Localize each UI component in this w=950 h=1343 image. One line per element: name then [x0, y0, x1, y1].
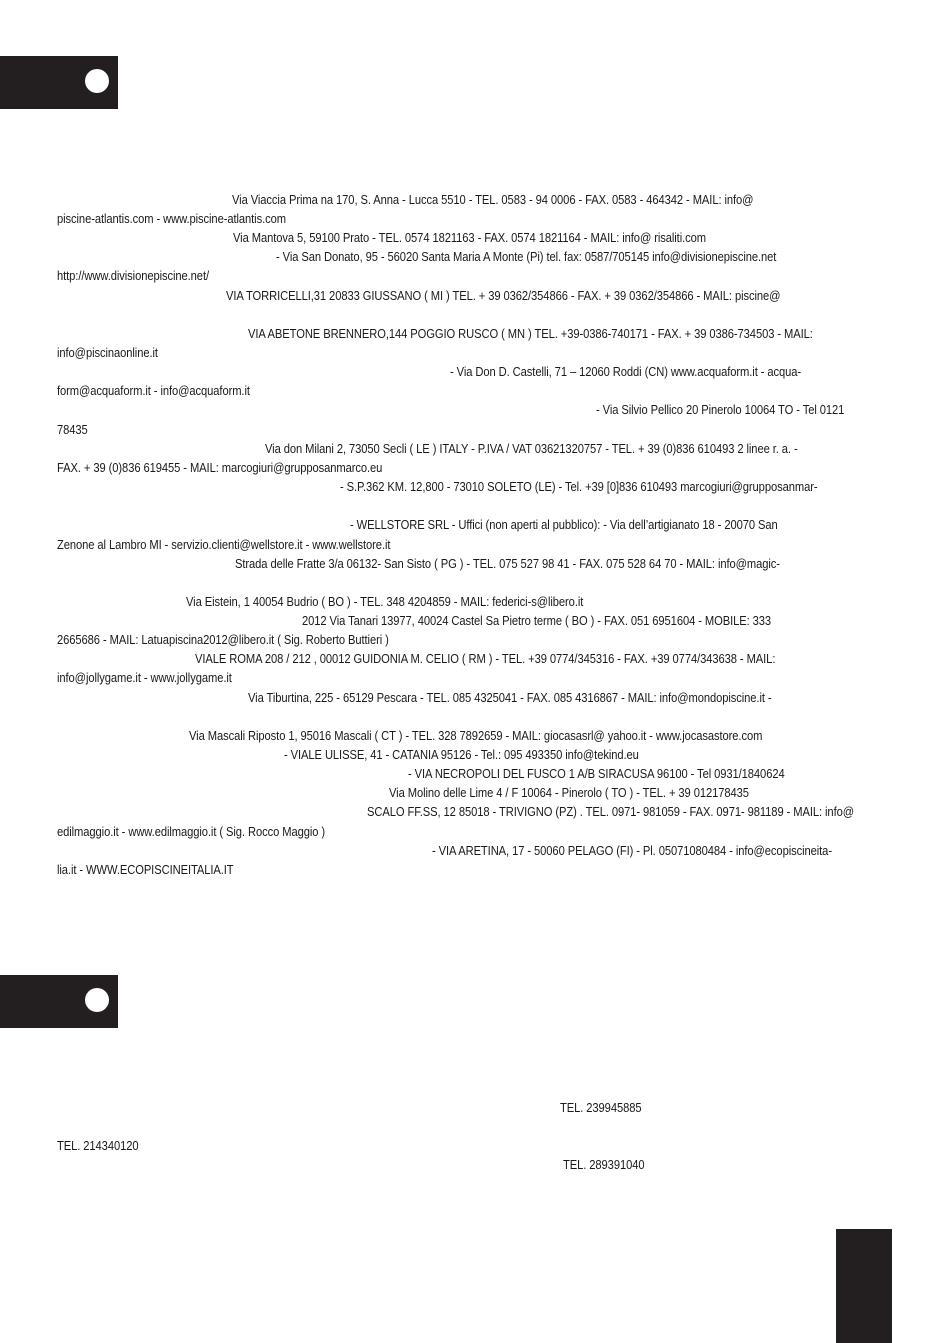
- phone-number: TEL. 214340120: [57, 1138, 139, 1153]
- list-item: http://www.divisionepiscine.net/: [57, 268, 209, 283]
- list-item: Via Mantova 5, 59100 Prato - TEL. 0574 1821163 - FAX. 0574 1821164 - MAIL: info@ risaliti.com: [233, 230, 706, 245]
- phone-number: TEL. 289391040: [563, 1157, 645, 1172]
- list-item: piscine-atlantis.com - www.piscine-atlantis.com: [57, 211, 286, 226]
- list-item: 78435: [57, 422, 88, 437]
- list-item: info@piscinaonline.it: [57, 345, 158, 360]
- list-item: 2665686 - MAIL: Latuapiscina2012@libero.it ( Sig. Roberto Buttieri ): [57, 632, 389, 647]
- list-item: - VIA ARETINA, 17 - 50060 PELAGO (FI) - Pl. 05071080484 - info@ecopiscineita-: [432, 843, 832, 858]
- section-bullet-icon: [85, 69, 109, 93]
- list-item: - VIA NECROPOLI DEL FUSCO 1 A/B SIRACUSA 96100 - Tel 0931/1840624: [408, 766, 785, 781]
- list-item: Via Viaccia Prima na 170, S. Anna - Lucca 5510 - TEL. 0583 - 94 0006 - FAX. 0583 - 464342 - MAIL: info@: [232, 192, 754, 207]
- list-item: SCALO FF.SS, 12 85018 - TRIVIGNO (PZ) . TEL. 0971- 981059 - FAX. 0971- 981189 - MAIL: info@: [367, 804, 854, 819]
- list-item: FAX. + 39 (0)836 619455 - MAIL: marcogiuri@grupposanmarco.eu: [57, 460, 383, 475]
- page-corner-tab: [836, 1229, 892, 1343]
- list-item: edilmaggio.it - www.edilmaggio.it ( Sig. Rocco Maggio ): [57, 824, 326, 839]
- list-item: - VIALE ULISSE, 41 - CATANIA 95126 - Tel.: 095 493350 info@tekind.eu: [284, 747, 639, 762]
- list-item: - WELLSTORE SRL - Uffici (non aperti al pubblico): - Via dell’artigianato 18 - 20070 San: [350, 517, 778, 532]
- list-item: - Via San Donato, 95 - 56020 Santa Maria A Monte (Pi) tel. fax: 0587/705145 info@divisionepiscine.net: [276, 249, 777, 264]
- section-tab-2: [0, 975, 118, 1028]
- list-item: - Via Silvio Pellico 20 Pinerolo 10064 TO - Tel 0121: [596, 402, 845, 417]
- list-item: Via Eistein, 1 40054 Budrio ( BO ) - TEL. 348 4204859 - MAIL: federici-s@libero.it: [186, 594, 584, 609]
- list-item: Via Molino delle Lime 4 / F 10064 - Pinerolo ( TO ) - TEL. + 39 012178435: [389, 785, 749, 800]
- section-bullet-icon: [85, 988, 109, 1012]
- list-item: 2012 Via Tanari 13977, 40024 Castel Sa Pietro terme ( BO ) - FAX. 051 6951604 - MOBILE: 333: [302, 613, 772, 628]
- list-item: form@acquaform.it - info@acquaform.it: [57, 383, 250, 398]
- list-item: Via don Milani 2, 73050 Secli ( LE ) ITALY - P.IVA / VAT 03621320757 - TEL. + 39 (0)836 610493 2 linee r. a. -: [265, 441, 798, 456]
- section-tab-1: [0, 56, 118, 109]
- list-item: VIA TORRICELLI,31 20833 GIUSSANO ( MI ) TEL. + 39 0362/354866 - FAX. + 39 0362/354866 - MAIL: piscine@: [226, 288, 781, 303]
- list-item: info@jollygame.it - www.jollygame.it: [57, 670, 232, 685]
- list-item: lia.it - WWW.ECOPISCINEITALIA.IT: [57, 862, 234, 877]
- list-item: - Via Don D. Castelli, 71 – 12060 Roddi (CN) www.acquaform.it - acqua-: [450, 364, 802, 379]
- list-item: - S.P.362 KM. 12,800 - 73010 SOLETO (LE) - Tel. +39 [0]836 610493 marcogiuri@grupposanmar-: [340, 479, 818, 494]
- list-item: Strada delle Fratte 3/a 06132- San Sisto ( PG ) - TEL. 075 527 98 41 - FAX. 075 528 64 70 - MAIL: info@magic-: [235, 556, 780, 571]
- list-item: Via Mascali Riposto 1, 95016 Mascali ( CT ) - TEL. 328 7892659 - MAIL: giocasasrl@ yahoo.it - www.jocasastore.com: [189, 728, 763, 743]
- phone-number: TEL. 239945885: [560, 1100, 642, 1115]
- list-item: VIALE ROMA 208 / 212 , 00012 GUIDONIA M. CELIO ( RM ) - TEL. +39 0774/345316 - FAX. +39 0774/343638 - MAIL:: [195, 651, 776, 666]
- list-item: Zenone al Lambro MI - servizio.clienti@wellstore.it - www.wellstore.it: [57, 537, 391, 552]
- list-item: Via Tiburtina, 225 - 65129 Pescara - TEL. 085 4325041 - FAX. 085 4316867 - MAIL: info@mondopiscine.it -: [248, 690, 772, 705]
- list-item: VIA ABETONE BRENNERO,144 POGGIO RUSCO ( MN ) TEL. +39-0386-740171 - FAX. + 39 0386-734503 - MAIL:: [248, 326, 813, 341]
